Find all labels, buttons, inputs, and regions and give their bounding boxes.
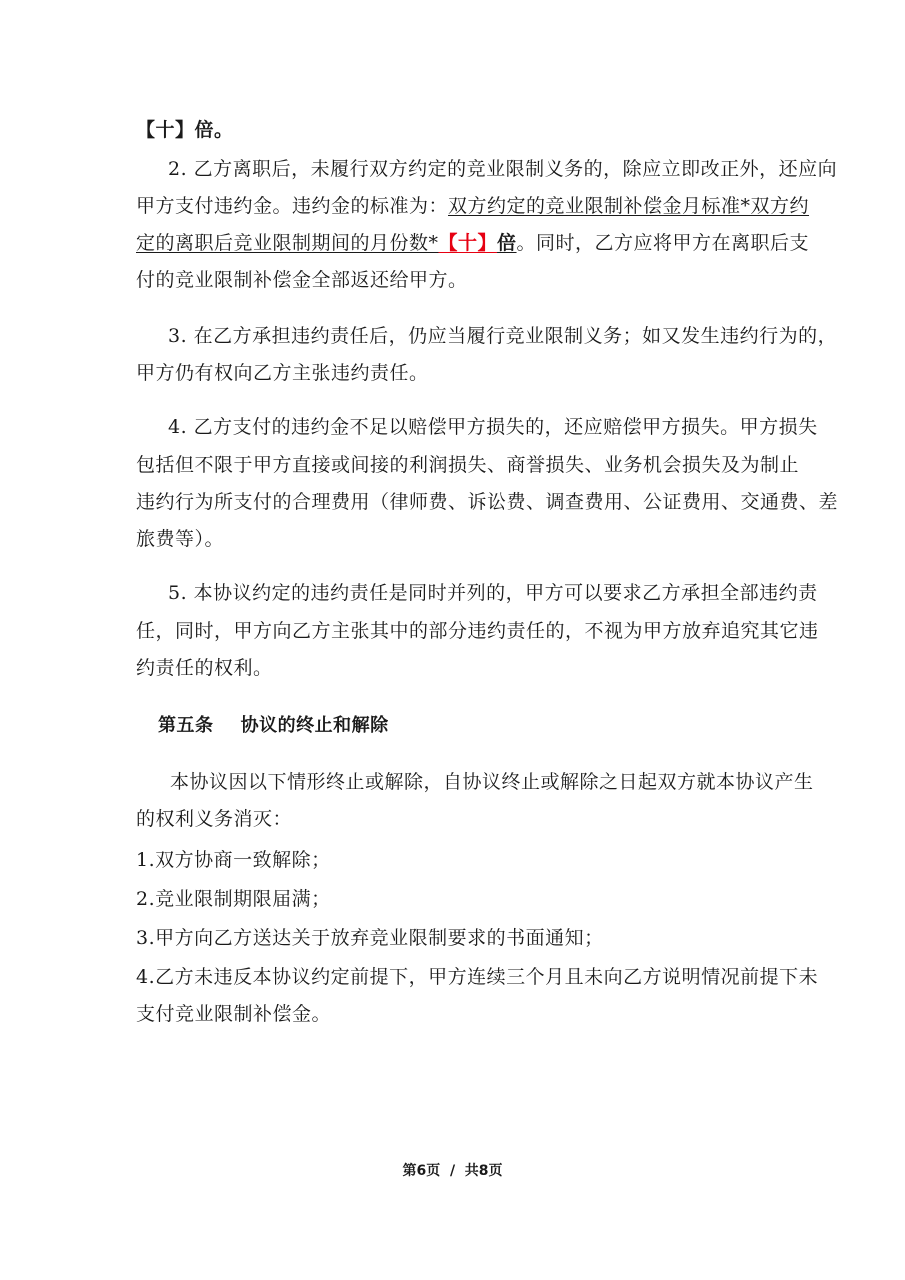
article-5-list-item-2: 2.竞业限制期限届满；: [136, 888, 331, 910]
item-2-line-3: [136, 231, 809, 255]
top-fragment: [136, 118, 234, 142]
top-fragment-bracket: 【十】: [136, 119, 195, 141]
item-2-line-1: 2. 乙方离职后，未履行双方约定的竞业限制义务的，除应立即改正外，还应向: [168, 158, 838, 180]
item-2-multiplier-unit: 倍: [497, 232, 517, 254]
item-4-line-1: 4. 乙方支付的违约金不足以赔偿甲方损失的，还应赔偿甲方损失。甲方损失: [168, 416, 818, 438]
top-fragment-tail: 倍。: [194, 119, 234, 141]
page-number-footer: 第6页 / 共8页: [402, 1163, 503, 1179]
article-5-list-item-1: 1.双方协商一致解除；: [136, 849, 331, 871]
article-5-list-item-4: 4.乙方未违反本协议约定前提下，甲方连续三个月且未向乙方说明情况前提下未: [136, 966, 819, 988]
item-2-penalty-formula-part-1: 双方约定的竞业限制补偿金月标准*双方约: [448, 195, 810, 217]
item-4-line-2: 包括但不限于甲方直接或间接的利润损失、商誉损失、业务机会损失及为制止: [136, 454, 800, 476]
item-2-line-4: 付的竞业限制补偿金全部返还给甲方。: [136, 269, 468, 291]
item-2-multiplier-bracket: 【十】: [438, 232, 498, 254]
article-5-list-item-3: 3.甲方向乙方送达关于放弃竞业限制要求的书面通知；: [136, 927, 604, 949]
article-5-intro-line-2: 的权利义务消灭：: [136, 808, 293, 830]
article-5-intro-line-1: 本协议因以下情形终止或解除，自协议终止或解除之日起双方就本协议产生: [170, 771, 814, 793]
item-5-line-1: 5. 本协议约定的违约责任是同时并列的，甲方可以要求乙方承担全部违约责: [168, 582, 818, 604]
item-2-penalty-formula-part-2: 定的离职后竞业限制期间的月份数*: [136, 232, 439, 254]
item-5-line-2: 任，同时，甲方向乙方主张其中的部分违约责任的，不视为甲方放弃追究其它违: [136, 620, 819, 642]
item-3-line-1: 3. 在乙方承担违约责任后，仍应当履行竞业限制义务；如又发生违约行为的，: [168, 325, 838, 347]
item-4-line-3: 违约行为所支付的合理费用（律师费、诉讼费、调查费用、公证费用、交通费、差: [136, 491, 839, 513]
item-5-line-3: 约责任的权利。: [136, 657, 273, 679]
item-2-line-2-plain: 甲方支付违约金。违约金的标准为：: [136, 195, 449, 217]
item-4-line-4: 旅费等）。: [136, 528, 225, 550]
article-5-list-item-4-continued: 支付竞业限制补偿金。: [136, 1003, 332, 1025]
article-5-heading: 第五条 协议的终止和解除: [158, 715, 389, 736]
item-2-line-2: [136, 194, 809, 218]
item-2-line-3-plain: 。同时，乙方应将甲方在离职后支: [516, 232, 810, 254]
item-3-line-2: 甲方仍有权向乙方主张违约责任。: [136, 362, 429, 384]
